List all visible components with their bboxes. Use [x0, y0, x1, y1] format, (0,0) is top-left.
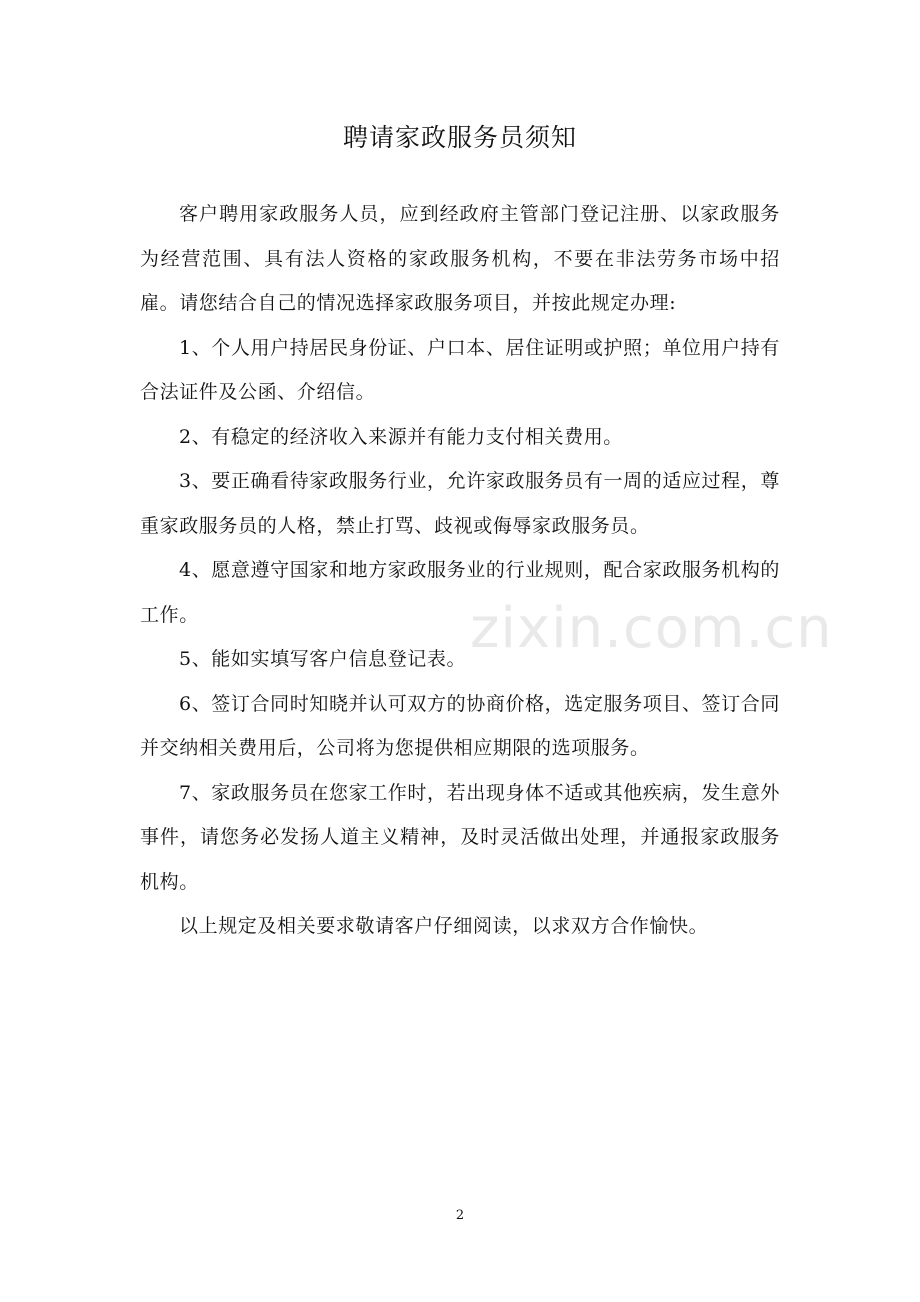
- closing-paragraph: 以上规定及相关要求敬请客户仔细阅读，以求双方合作愉快。: [179, 915, 709, 937]
- rule-6-paragraph: 6、签订合同时知晓并认可双方的协商价格，选定服务项目、签订合同并交纳相关费用后，公司将为您提供相应期限的选项服务。: [140, 692, 780, 759]
- rule-3-paragraph: 3、要正确看待家政服务行业，允许家政服务员有一周的适应过程，尊重家政服务员的人格，禁止打骂、歧视或侮辱家政服务员。: [140, 470, 780, 537]
- rule-4-paragraph: 4、愿意遵守国家和地方家政服务业的行业规则，配合家政服务机构的工作。: [140, 559, 780, 626]
- rule-2-paragraph: 2、有稳定的经济收入来源并有能力支付相关费用。: [179, 425, 623, 448]
- rule-5-paragraph: 5、能如实填写客户信息登记表。: [179, 648, 467, 670]
- intro-paragraph: 客户聘用家政服务人员，应到经政府主管部门登记注册、以家政服务为经营范围、具有法人资格的家政服务机构，不要在非法劳务市场中招雇。请您结合自己的情况选择家政服务项目，并按此规定办理:: [140, 203, 780, 314]
- page-number: 2: [455, 1208, 465, 1223]
- rule-7-paragraph: 7、家政服务员在您家工作时，若出现身体不适或其他疾病，发生意外事件，请您务必发扬人道主义精神，及时灵活做出处理，并通报家政服务机构。: [140, 781, 780, 893]
- watermark: zixin.com.cn: [470, 596, 833, 661]
- document-body: [140, 192, 833, 949]
- document-title: 聘请家政服务员须知: [342, 123, 577, 152]
- rule-1-paragraph: 1、个人用户持居民身份证、户口本、居住证明或护照；单位用户持有合法证件及公函、介绍信。: [140, 336, 780, 403]
